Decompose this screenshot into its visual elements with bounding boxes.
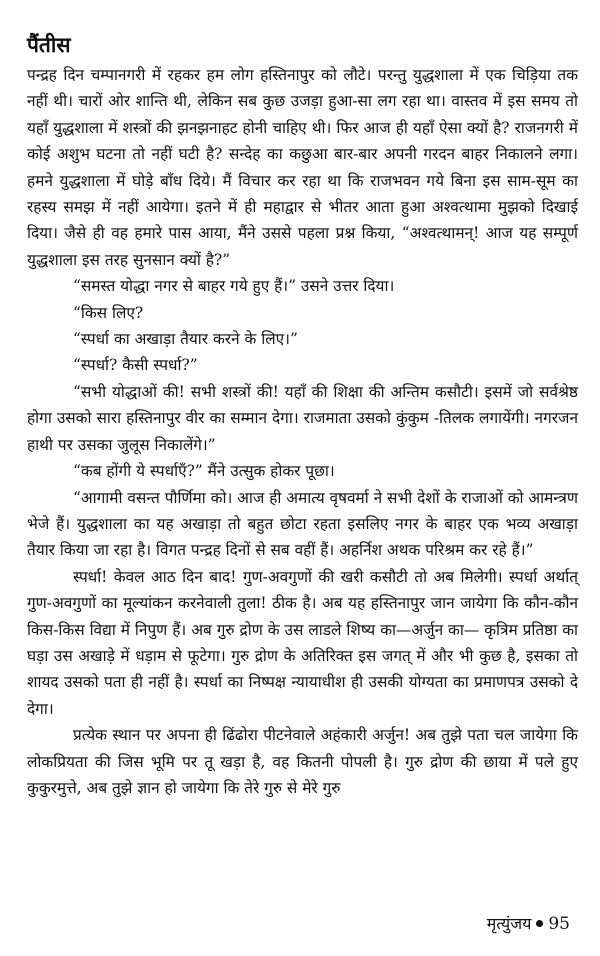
page-footer: [487, 912, 570, 936]
paragraph: “किस लिए?: [73, 303, 144, 322]
paragraph: “स्पर्धा? कैसी स्पर्धा?”: [73, 356, 198, 375]
chapter-title: पैंतीस: [27, 33, 71, 57]
bullet-separator-icon: [536, 920, 543, 927]
paragraph: “कब होंगी ये स्पर्धाएँ?” मैंने उत्सुक होकर पूछा।: [73, 462, 335, 481]
paragraph: स्पर्धा! केवल आठ दिन बाद! गुण-अवगुणों की खरी कसौटी तो अब मिलेगी। स्पर्धा अर्थात् गुण-अवगुणों का मूल्यांकन करनेवाली तुला! ठीक है। अब यह हस्तिनापुर जान जायेगा कि कौन-कौन किस-किस विद्या में निपुण हैं। अब गुरु द्रोण के उस लाडले शिष्य का—अर्जुन का— कृत्रिम प्रतिष्ठा का घड़ा उस अखाड़े में धड़ाम से फूटेगा। गुरु द्रोण के अतिरिक्त इस जगत् में और भी कुछ है, इसका तो शायद उसको पता ही नहीं है। स्पर्धा का निष्पक्ष न्यायाधीश ही उसकी योग्यता का प्रमाणपत्र उसको दे देगा।: [27, 567, 578, 718]
paragraph: “सभी योद्धाओं की! सभी शस्त्रों की! यहाँ की शिक्षा की अन्तिम कसौटी। इसमें जो सर्वश्रेष्ठ होगा उसको सारा हस्तिनापुर वीर का सम्मान देगा। राजमाता उसको कुंकुम -तिलक लगायेंगी। नगरजन हाथी पर उसका जुलूस निकालेंगे।”: [27, 382, 578, 454]
paragraph: “आगामी वसन्त पौर्णिमा को। आज ही अमात्य वृषवर्मा ने सभी देशों के राजाओं को आमन्त्रण भेजे हैं। युद्धशाला का यह अखाड़ा तो बहुत छोटा रहता इसलिए नगर के बाहर एक भव्य अखाड़ा तैयार किया जा रहा है। विगत पन्द्रह दिनों से सब वहीं हैं। अहर्निश अथक परिश्रम कर रहे हैं।”: [27, 488, 578, 560]
running-book-title: मृत्युंजय: [486, 914, 532, 933]
book-page: [27, 30, 578, 801]
chapter-body: [27, 62, 578, 801]
paragraph: “स्पर्धा का अखाड़ा तैयार करने के लिए।”: [73, 330, 298, 349]
paragraph: “समस्त योद्धा नगर से बाहर गये हुए हैं।” उसने उत्तर दिया।: [73, 277, 395, 296]
paragraph: प्रत्येक स्थान पर अपना ही ढिंढोरा पीटनेवाले अहंकारी अर्जुन! अब तुझे पता चल जायेगा कि लोकप्रियता की जिस भूमि पर तू खड़ा है, वह कितनी पोपली है। गुरु द्रोण की छाया में पले हुए कुकुरमुत्ते, अब तुझे ज्ञान हो जायेगा कि तेरे गुरु से मेरे गुरु: [27, 726, 578, 797]
paragraph: पन्द्रह दिन चम्पानगरी में रहकर हम लोग हस्तिनापुर को लौटे। परन्तु युद्धशाला में एक चिड़िया तक नहीं थी। चारों ओर शान्ति थी, लेकिन सब कुछ उजड़ा हुआ-सा लग रहा था। वास्तव में इस समय तो यहाँ युद्धशाला में शस्त्रों की झनझनाहट होनी चाहिए थी। फिर आज ही यहाँ ऐसा क्यों है? राजनगरी में कोई अशुभ घटना तो नहीं घटी है? सन्देह का कछुआ बार-बार अपनी गरदन बाहर निकालने लगा। हमने युद्धशाला में घोड़े बाँध दिये। मैं विचार कर रहा था कि राजभवन गये बिना इस साम-सूम का रहस्य समझ में नहीं आयेगा। इतने में ही महाद्वार से भीतर आता हुआ अश्वत्थामा मुझको दिखाई दिया। जैसे ही वह हमारे पास आया, मैंने उससे पहला प्रश्न किया, “अश्वत्थामन्! आज यह सम्पूर्ण युद्धशाला इस तरह सुनसान क्यों है?”: [27, 66, 578, 269]
page-number: 95: [548, 914, 570, 934]
